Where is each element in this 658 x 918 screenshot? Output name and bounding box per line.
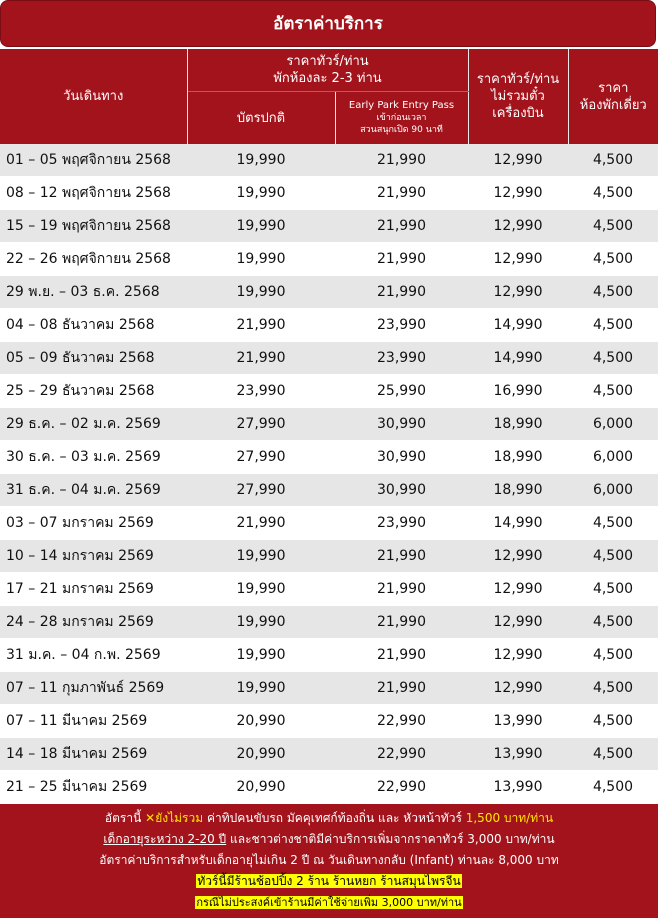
cell-no-flight-price: 18,990 [468, 474, 568, 507]
table-row [0, 144, 658, 177]
table-row [0, 771, 658, 804]
header-date [0, 49, 187, 144]
cell-date: 31 ม.ค. – 04 ก.พ. 2569 [0, 639, 187, 672]
cell-date: 05 – 09 ธันวาคม 2568 [0, 342, 187, 375]
cell-regular-price: 19,990 [187, 144, 335, 177]
cell-early-pass-price: 23,990 [335, 342, 468, 375]
cell-single-room: 4,500 [568, 507, 658, 540]
cell-regular-price: 19,990 [187, 606, 335, 639]
cell-single-room: 4,500 [568, 771, 658, 804]
cell-regular-price: 21,990 [187, 507, 335, 540]
table-row [0, 672, 658, 705]
cell-no-flight-price: 12,990 [468, 606, 568, 639]
table-row [0, 507, 658, 540]
cell-no-flight-price: 12,990 [468, 573, 568, 606]
cell-regular-price: 19,990 [187, 672, 335, 705]
cell-no-flight-price: 12,990 [468, 276, 568, 309]
cell-regular-price: 20,990 [187, 705, 335, 738]
cell-regular-price: 20,990 [187, 738, 335, 771]
cell-single-room: 4,500 [568, 309, 658, 342]
table-row [0, 573, 658, 606]
cell-early-pass-price: 22,990 [335, 771, 468, 804]
cell-single-room: 4,500 [568, 210, 658, 243]
cell-no-flight-price: 12,990 [468, 210, 568, 243]
cell-single-room: 4,500 [568, 243, 658, 276]
table-row [0, 210, 658, 243]
table-row [0, 408, 658, 441]
cell-date: 15 – 19 พฤศจิกายน 2568 [0, 210, 187, 243]
cell-regular-price: 20,990 [187, 771, 335, 804]
cell-single-room: 4,500 [568, 540, 658, 573]
cell-no-flight-price: 14,990 [468, 309, 568, 342]
cell-single-room: 6,000 [568, 441, 658, 474]
cell-date: 04 – 08 ธันวาคม 2568 [0, 309, 187, 342]
header-early-line2: เข้าก่อนเวลา [376, 113, 427, 123]
cell-regular-price: 27,990 [187, 441, 335, 474]
cell-date: 01 – 05 พฤศจิกายน 2568 [0, 144, 187, 177]
cell-single-room: 4,500 [568, 342, 658, 375]
cell-no-flight-price: 14,990 [468, 342, 568, 375]
cell-single-room: 4,500 [568, 276, 658, 309]
cell-single-room: 6,000 [568, 474, 658, 507]
cell-regular-price: 21,990 [187, 342, 335, 375]
header-no-flight-line3: เครื่องบิน [492, 106, 544, 121]
table-row [0, 177, 658, 210]
cell-no-flight-price: 12,990 [468, 540, 568, 573]
cell-regular-price: 19,990 [187, 276, 335, 309]
cell-date: 29 พ.ย. – 03 ธ.ค. 2568 [0, 276, 187, 309]
table-row [0, 705, 658, 738]
cell-no-flight-price: 13,990 [468, 738, 568, 771]
cell-regular-price: 19,990 [187, 540, 335, 573]
cell-no-flight-price: 13,990 [468, 771, 568, 804]
cross-icon: ✕ [145, 811, 156, 825]
cell-date: 24 – 28 มกราคม 2569 [0, 606, 187, 639]
cell-early-pass-price: 21,990 [335, 276, 468, 309]
cell-no-flight-price: 16,990 [468, 375, 568, 408]
cell-single-room: 4,500 [568, 144, 658, 177]
cell-no-flight-price: 18,990 [468, 408, 568, 441]
cell-date: 14 – 18 มีนาคม 2569 [0, 738, 187, 771]
cell-early-pass-price: 30,990 [335, 441, 468, 474]
footer-l2-b: และชาวต่างชาติมีค่าบริการเพิ่มจากราคาทัวร์ 3,000 บาท/ท่าน [230, 832, 555, 846]
rate-table-body [0, 144, 658, 804]
cell-regular-price: 27,990 [187, 474, 335, 507]
table-row [0, 441, 658, 474]
footer-line-2 [0, 829, 658, 850]
cell-date: 10 – 14 มกราคม 2569 [0, 540, 187, 573]
header-early-line3: สวนสนุกเปิด 90 นาที [360, 125, 443, 135]
cell-early-pass-price: 21,990 [335, 144, 468, 177]
cell-early-pass-price: 21,990 [335, 573, 468, 606]
table-row [0, 342, 658, 375]
cell-single-room: 4,500 [568, 738, 658, 771]
cell-date: 29 ธ.ค. – 02 ม.ค. 2569 [0, 408, 187, 441]
header-single-line1: ราคา [598, 80, 629, 96]
header-single-line2: ห้องพักเดี่ยว [579, 97, 647, 113]
cell-no-flight-price: 13,990 [468, 705, 568, 738]
cell-no-flight-price: 12,990 [468, 177, 568, 210]
cell-single-room: 4,500 [568, 375, 658, 408]
footer-l2-a: เด็กอายุระหว่าง 2-20 ปี [103, 832, 227, 846]
cell-date: 31 ธ.ค. – 04 ม.ค. 2569 [0, 474, 187, 507]
footer-line-1 [0, 808, 658, 829]
footer-line-3 [0, 850, 658, 871]
cell-early-pass-price: 30,990 [335, 408, 468, 441]
cell-single-room: 4,500 [568, 177, 658, 210]
cell-no-flight-price: 18,990 [468, 441, 568, 474]
header-date-label: วันเดินทาง [63, 89, 124, 104]
cell-early-pass-price: 30,990 [335, 474, 468, 507]
cell-regular-price: 19,990 [187, 177, 335, 210]
footer-l1-d: 1,500 บาท/ท่าน [465, 811, 554, 825]
table-row [0, 540, 658, 573]
table-row [0, 243, 658, 276]
table-row [0, 276, 658, 309]
footer-shopping-fee: กรณีไม่ประสงค์เข้าร้านมีค่าใช้จ่ายเพิ่ม 3,000 บาท/ท่าน [196, 896, 462, 909]
cell-date: 25 – 29 ธันวาคม 2568 [0, 375, 187, 408]
cell-no-flight-price: 14,990 [468, 507, 568, 540]
cell-early-pass-price: 21,990 [335, 606, 468, 639]
rate-table [0, 49, 658, 804]
cell-no-flight-price: 12,990 [468, 144, 568, 177]
header-no-flight [468, 49, 568, 144]
header-group-line2: พักห้องละ 2-3 ท่าน [273, 71, 382, 86]
header-group-line1: ราคาทัวร์/ท่าน [286, 54, 369, 69]
cell-early-pass-price: 21,990 [335, 540, 468, 573]
cell-date: 30 ธ.ค. – 03 ม.ค. 2569 [0, 441, 187, 474]
table-row [0, 639, 658, 672]
cell-no-flight-price: 12,990 [468, 639, 568, 672]
cell-early-pass-price: 21,990 [335, 672, 468, 705]
table-row [0, 474, 658, 507]
cell-regular-price: 21,990 [187, 309, 335, 342]
footer-line-4 [0, 871, 658, 892]
cell-early-pass-price: 22,990 [335, 738, 468, 771]
table-row [0, 606, 658, 639]
header-no-flight-line1: ราคาทัวร์/ท่าน [476, 72, 560, 87]
header-regular [187, 92, 335, 145]
page-title-text: อัตราค่าบริการ [273, 14, 383, 34]
table-row [0, 375, 658, 408]
cell-date: 03 – 07 มกราคม 2569 [0, 507, 187, 540]
cell-early-pass-price: 21,990 [335, 210, 468, 243]
cell-early-pass-price: 25,990 [335, 375, 468, 408]
cell-single-room: 4,500 [568, 705, 658, 738]
cell-early-pass-price: 23,990 [335, 507, 468, 540]
footer-l1-b: ยังไม่รวม [155, 811, 204, 825]
cell-date: 17 – 21 มกราคม 2569 [0, 573, 187, 606]
header-group-price [187, 49, 468, 92]
cell-date: 07 – 11 กุมภาพันธ์ 2569 [0, 672, 187, 705]
cell-regular-price: 23,990 [187, 375, 335, 408]
cell-date: 08 – 12 พฤศจิกายน 2568 [0, 177, 187, 210]
footer-l1-a: อัตรานี้ [104, 811, 142, 825]
cell-early-pass-price: 21,990 [335, 177, 468, 210]
cell-single-room: 4,500 [568, 606, 658, 639]
cell-date: 07 – 11 มีนาคม 2569 [0, 705, 187, 738]
cell-date: 22 – 26 พฤศจิกายน 2568 [0, 243, 187, 276]
cell-early-pass-price: 21,990 [335, 243, 468, 276]
page-title [0, 0, 656, 47]
footer-l3: อัตราค่าบริการสำหรับเด็กอายุไม่เกิน 2 ปี ณ วันเดินทางกลับ (Infant) ท่านละ 8,000 บาท [99, 853, 559, 867]
table-row [0, 309, 658, 342]
header-regular-label: บัตรปกติ [236, 110, 286, 126]
cell-early-pass-price: 23,990 [335, 309, 468, 342]
cell-date: 21 – 25 มีนาคม 2569 [0, 771, 187, 804]
cell-regular-price: 27,990 [187, 408, 335, 441]
cell-early-pass-price: 21,990 [335, 639, 468, 672]
table-row [0, 738, 658, 771]
cell-regular-price: 19,990 [187, 639, 335, 672]
footer-line-5 [0, 892, 658, 913]
cell-single-room: 4,500 [568, 573, 658, 606]
header-no-flight-line2: ไม่รวมตั๋ว [491, 89, 545, 104]
footer-notes [0, 804, 658, 918]
cell-regular-price: 19,990 [187, 210, 335, 243]
cell-regular-price: 19,990 [187, 573, 335, 606]
cell-regular-price: 19,990 [187, 243, 335, 276]
footer-l1-c: ค่าทิปคนขับรถ มัคคุเทศก์ท้องถิ่น และ หัวหน้าทัวร์ [206, 811, 462, 825]
header-early-pass [335, 92, 468, 145]
cell-early-pass-price: 22,990 [335, 705, 468, 738]
footer-shopping-note: ทัวร์นี้มีร้านช้อปปิ้ง 2 ร้าน ร้านหยก ร้านสมุนไพรจีน [197, 874, 461, 888]
header-single-room [568, 49, 658, 144]
cell-single-room: 6,000 [568, 408, 658, 441]
cell-single-room: 4,500 [568, 639, 658, 672]
cell-single-room: 4,500 [568, 672, 658, 705]
cell-no-flight-price: 12,990 [468, 672, 568, 705]
header-early-line1: Early Park Entry Pass [348, 100, 455, 111]
cell-no-flight-price: 12,990 [468, 243, 568, 276]
